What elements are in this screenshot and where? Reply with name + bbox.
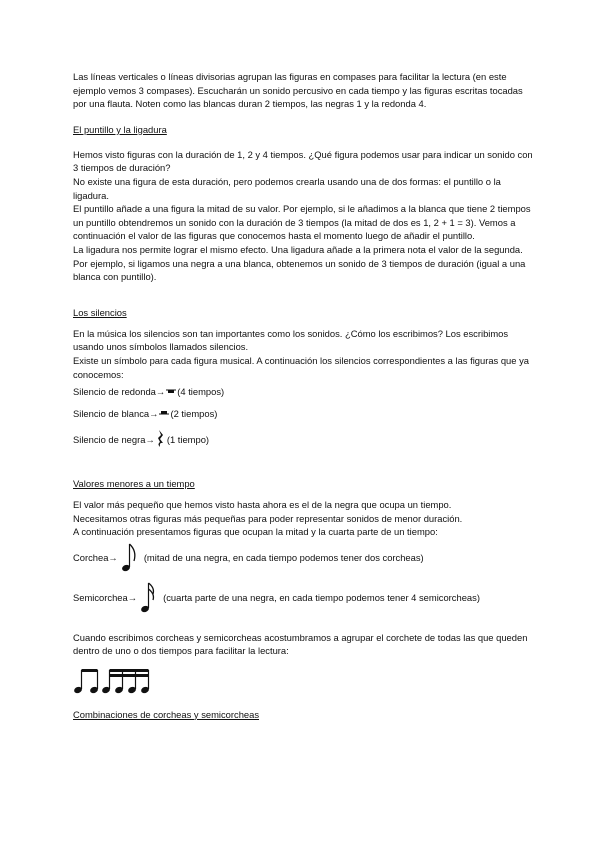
valores-paragraph-2: Necesitamos otras figuras más pequeñas para poder representar sonidos de menor duración.: [73, 512, 463, 524]
semicorchea-description: (cuarta parte de una negra, en cada tiempo podemos tener 4 semicorcheas): [163, 592, 480, 604]
whole-rest-icon: [165, 387, 177, 397]
heading-silencios: Los silencios: [73, 306, 127, 318]
puntillo-paragraph-2: No existe una figura de esta duración, pero podemos crearla usando una de dos formas: el puntillo o la ligadura.: [73, 175, 501, 201]
valores-paragraph-1: El valor más pequeño que hemos visto hasta ahora es el de la negra que ocupa un tiempo.: [73, 499, 452, 511]
rest-redonda-label: Silencio de redonda→: [73, 386, 166, 398]
corchea-description: (mitad de una negra, en cada tiempo podemos tener dos corcheas): [143, 552, 424, 564]
quarter-rest-icon: [155, 428, 167, 452]
corchea-row: [73, 539, 533, 577]
intro-paragraph: Las líneas verticales o líneas divisorias agrupan las figuras en compases para facilitar la lectura (en este ejemplo vemos 3 compases). Escucharán un sonido percusivo en cada tiempo y las figuras escritas tocadas por una flauta. Noten como las blancas duran 2 tiempos, las negras 1 y la redonda 4.: [73, 71, 523, 110]
puntillo-paragraph-1: Hemos visto figuras con la duración de 1, 2 y 4 tiempos. ¿Qué figura podemos usar para indicar un sonido con 3 tiempos de duración?: [73, 148, 533, 174]
semicorchea-label: Semicorchea→: [73, 592, 138, 604]
silencios-paragraph-2: Existe un símbolo para cada figura musical. A continuación los silencios correspondientes a las figuras que ya conocemos:: [73, 354, 529, 380]
silencios-paragraph-1: En la música los silencios son tan importantes como los sonidos. ¿Cómo los escribimos? Los escribimos usando unos símbolos llamados silencios.: [73, 327, 509, 353]
half-rest-icon: [158, 409, 170, 419]
rest-redonda-row: [73, 381, 533, 403]
heading-puntillo: El puntillo y la ligadura: [73, 123, 167, 135]
rest-redonda-value: (4 tiempos): [177, 386, 225, 398]
semicorchea-row: [73, 577, 533, 619]
heading-combinaciones: Combinaciones de corcheas y semicorcheas: [73, 708, 260, 720]
eighth-note-icon: [120, 541, 140, 575]
puntillo-paragraph-3: El puntillo añade a una figura la mitad de su valor. Por ejemplo, si le añadimos a la blanca que tiene 2 tiempos un puntillo obtendremos un sonido con la duración de 3 tiempos (la mitad de dos es 1, 2 + 1 = 3). Vemos a continuación el valor de las figuras que conocemos hasta el momento luego de añadir el puntillo.: [73, 203, 531, 242]
rest-negra-label: Silencio de negra→: [73, 434, 155, 446]
document-page: [73, 70, 533, 721]
rest-blanca-value: (2 tiempos): [170, 408, 218, 420]
valores-paragraph-3: A continuación presentamos figuras que ocupan la mitad y la cuarta parte de un tiempo:: [73, 526, 438, 538]
valores-paragraph-4: Cuando escribimos corcheas y semicorcheas acostumbramos a agrupar el corchete de todas las que queden dentro de uno o dos tiempos para facilitar la lectura:: [73, 631, 528, 657]
rest-blanca-label: Silencio de blanca→: [73, 408, 159, 420]
heading-valores: Valores menores a un tiempo: [73, 478, 195, 490]
rest-negra-row: [73, 425, 533, 455]
corchea-label: Corchea→: [73, 552, 118, 564]
rest-blanca-row: [73, 403, 533, 425]
beamed-notes-icon: [73, 664, 163, 696]
sixteenth-note-icon: [139, 580, 159, 616]
puntillo-paragraph-4: La ligadura nos permite lograr el mismo efecto. Una ligadura añade a la primera nota el valor de la segunda. Por ejemplo, si ligamos una negra a una blanca, obtenemos un sonido de 3 tiempos de duración (igual a una blanca con puntillo).: [73, 243, 526, 283]
rest-negra-value: (1 tiempo): [166, 434, 210, 446]
